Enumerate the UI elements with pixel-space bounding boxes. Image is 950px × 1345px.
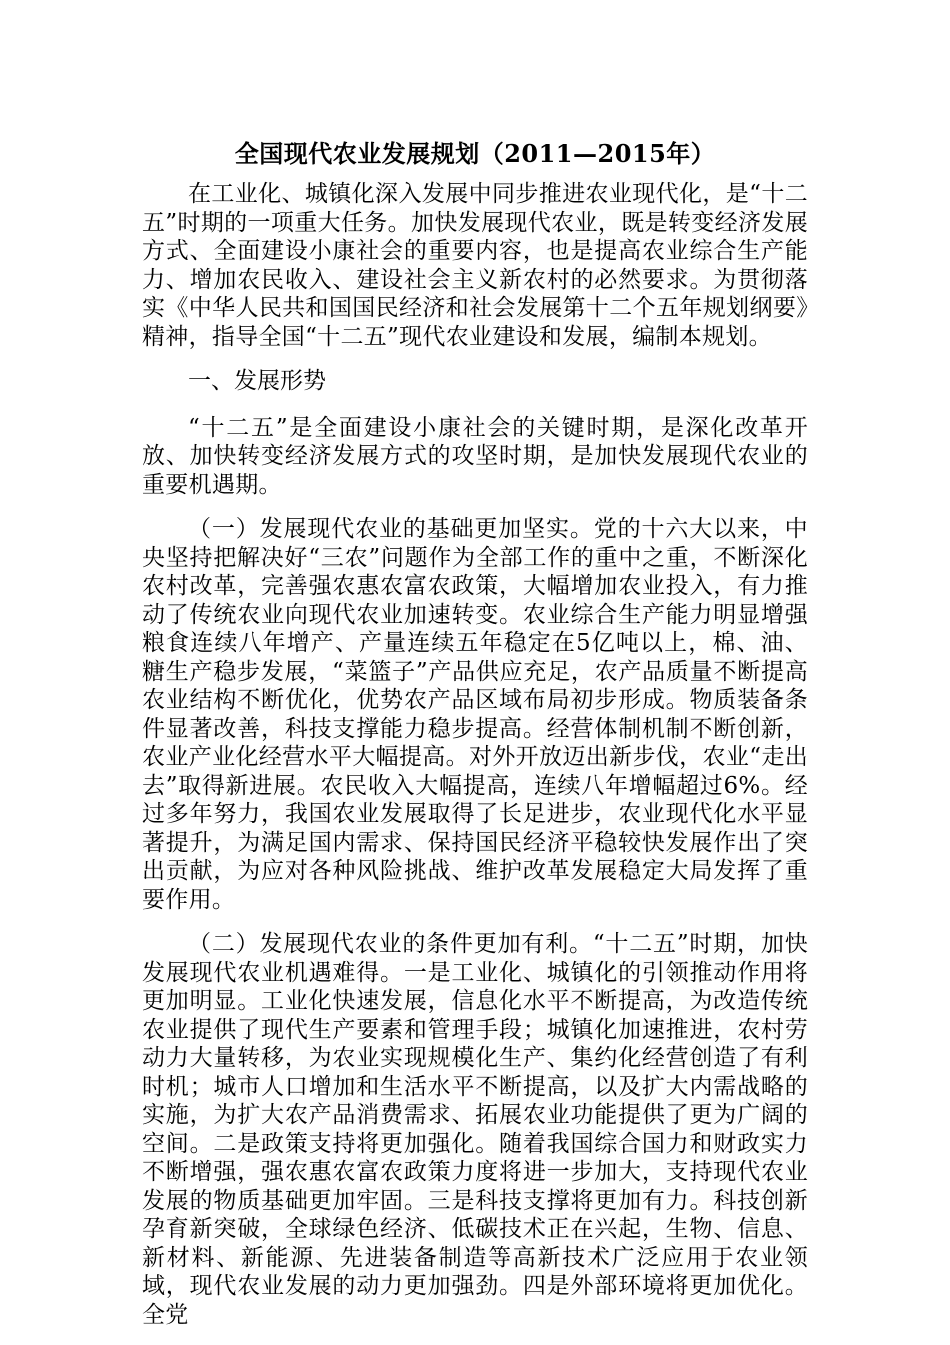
intro-paragraph: 在工业化、城镇化深入发展中同步推进农业现代化，是“十二五”时期的一项重大任务。加快发展现代农业，既是转变经济发展方式、全面建设小康社会的重要内容，也是提高农业综合生产能力、增加农民收入、建设社会主义新农村的必然要求。为贯彻落实《中华人民共和国国民经济和社会发展第十二个五年规划纲要》精神，指导全国“十二五”现代农业建设和发展，编制本规划。 — [142, 181, 808, 350]
document-title: 全国现代农业发展规划（2011—2015年） — [234, 139, 716, 168]
subsection-1-paragraph: （一）发展现代农业的基础更加坚实。党的十六大以来，中央坚持把解决好“三农”问题作为全部工作的重中之重，不断深化农村改革，完善强农惠农富农政策，大幅增加农业投入，有力推动了传统农业向现代农业加速转变。农业综合生产能力明显增强粮食连续八年增产、产量连续五年稳定在5亿吨以上，棉、油、糖生产稳步发展，“菜篮子”产品供应充足，农产品质量不断提高农业结构不断优化，优势农产品区域布局初步形成。物质装备条件显著改善，科技支撑能力稳步提高。经营体制机制不断创新，农业产业化经营水平大幅提高。对外开放迈出新步伐，农业“走出去”取得新进展。农民收入大幅提高，连续八年增幅超过6%。经过多年努力，我国农业发展取得了长足进步，农业现代化水平显著提升，为满足国内需求、保持国民经济平稳较快发展作出了突出贡献，为应对各种风险挑战、维护改革发展稳定大局发挥了重要作用。 — [142, 516, 808, 913]
section-intro-paragraph: “十二五”是全面建设小康社会的关键时期，是深化改革开放、加快转变经济发展方式的攻坚时期，是加快发展现代农业的重要机遇期。 — [142, 414, 808, 498]
subsection-2-paragraph: （二）发展现代农业的条件更加有利。“十二五”时期，加快发展现代农业机遇难得。一是工业化、城镇化的引领推动作用将更加明显。工业化快速发展，信息化水平不断提高，为改造传统农业提供了现代生产要素和管理手段；城镇化加速推进，农村劳动力大量转移，为农业实现规模化生产、集约化经营创造了有利时机；城市人口增加和生活水平不断提高，以及扩大内需战略的实施，为扩大农产品消费需求、拓展农业功能提供了更为广阔的空间。二是政策支持将更加强化。随着我国综合国力和财政实力不断增强，强农惠农富农政策力度将进一步加大，支持现代农业发展的物质基础更加牢固。三是科技支撑将更加有力。科技创新孕育新突破，全球绿色经济、低碳技术正在兴起，生物、信息、新材料、新能源、先进装备制造等高新技术广泛应用于农业领域，现代农业发展的动力更加强劲。四是外部环境将更加优化。全党 — [142, 931, 808, 1328]
document-page — [142, 138, 808, 1345]
section-heading-development-situation: 一、发展形势 — [188, 368, 326, 394]
